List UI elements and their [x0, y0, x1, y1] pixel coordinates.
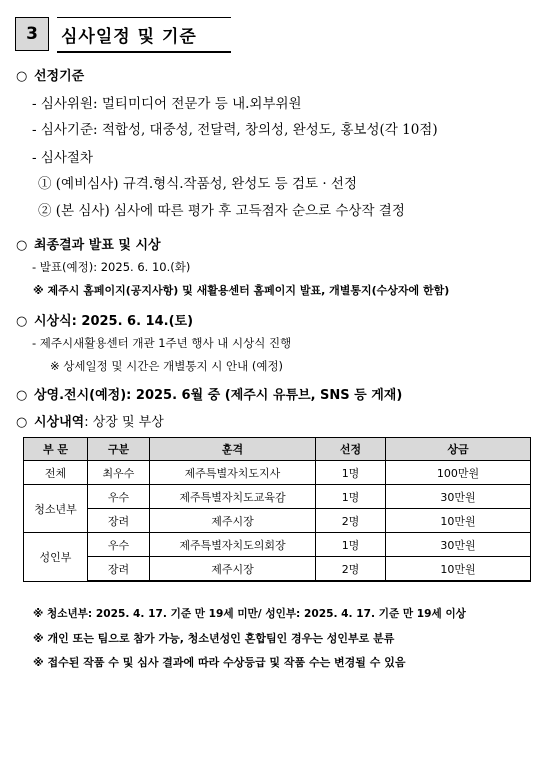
result-heading: 최종결과 발표 및 시상	[34, 238, 161, 253]
awards-note: ※ 개인 또는 팀으로 참가 가능, 청소년성인 혼합팀인 경우는 성인부로 분류	[33, 632, 395, 645]
table-row	[24, 557, 531, 582]
awards-note: ※ 청소년부: 2025. 4. 17. 기준 만 19세 미만/ 성인부: 2025. 4. 17. 기준 만 19세 이상	[33, 608, 466, 620]
awards-heading-row	[16, 411, 164, 430]
screening-heading-row	[16, 384, 402, 403]
circle-bullet-icon: ○	[16, 388, 28, 403]
cell-count: 1명	[316, 533, 386, 557]
selection-step2: ② (본 심사) 심사에 따른 평가 후 고득점자 순으로 수상작 결정	[38, 203, 405, 219]
cell-type: 최우수	[88, 461, 150, 485]
col-header: 부 문	[24, 438, 88, 461]
selection-heading-row	[16, 65, 84, 84]
ceremony-line: - 제주시새활용센터 개관 1주년 행사 내 시상식 진행	[32, 336, 292, 350]
col-header: 상금	[386, 438, 531, 461]
cell-count: 2명	[316, 557, 386, 582]
circle-bullet-icon: ○	[16, 238, 28, 253]
cell-prize: 30만원	[386, 533, 531, 557]
cell-honor: 제주특별자치도의회장	[150, 533, 316, 557]
cell-category: 청소년부	[24, 485, 88, 533]
cell-type: 우수	[88, 533, 150, 557]
section-number: 3	[15, 17, 49, 51]
table-row	[24, 461, 531, 485]
cell-category: 성인부	[24, 533, 88, 582]
awards-heading-rest: : 상장 및 부상	[84, 415, 164, 430]
table-row	[24, 509, 531, 533]
table-header-row	[24, 438, 531, 461]
cell-honor: 제주시장	[150, 509, 316, 533]
cell-honor: 제주특별자치도교육감	[150, 485, 316, 509]
awards-table	[23, 437, 531, 582]
selection-heading: 선정기준	[34, 69, 85, 84]
cell-honor: 제주특별자치도지사	[150, 461, 316, 485]
table-row	[24, 485, 531, 509]
circle-bullet-icon: ○	[16, 415, 28, 430]
cell-type: 장려	[88, 557, 150, 582]
col-header: 구분	[88, 438, 150, 461]
selection-step1: ① (예비심사) 규격.형식.작품성, 완성도 등 검토 · 선정	[38, 176, 358, 192]
cell-category: 전체	[24, 461, 88, 485]
cell-prize: 10만원	[386, 557, 531, 582]
col-header: 선정	[316, 438, 386, 461]
selection-procedure-title: - 심사절차	[32, 150, 94, 166]
ceremony-heading: 시상식: 2025. 6. 14.(토)	[34, 314, 194, 329]
result-note: ※ 제주시 홈페이지(공지사항) 및 새활용센터 홈페이지 발표, 개별통지(수상자에 한함)	[33, 284, 450, 297]
circle-bullet-icon: ○	[16, 314, 28, 329]
cell-prize: 30만원	[386, 485, 531, 509]
col-header: 훈격	[150, 438, 316, 461]
cell-type: 장려	[88, 509, 150, 533]
screening-heading: 상영.전시(예정): 2025. 6월 중 (제주시 유튜브, SNS 등 게재)	[34, 388, 403, 403]
awards-note: ※ 접수된 작품 수 및 심사 결과에 따라 수상등급 및 작품 수는 변경될 수 있음	[33, 656, 406, 669]
circle-bullet-icon: ○	[16, 69, 28, 84]
section-title-box	[57, 17, 231, 53]
ceremony-heading-row	[16, 310, 193, 329]
result-heading-row	[16, 234, 161, 253]
cell-count: 1명	[316, 461, 386, 485]
cell-type: 우수	[88, 485, 150, 509]
cell-honor: 제주시장	[150, 557, 316, 582]
table-row	[24, 533, 531, 557]
selection-judges: - 심사위원: 멀티미디어 전문가 등 내.외부위원	[32, 96, 302, 112]
awards-heading: 시상내역	[34, 415, 85, 430]
selection-criteria: - 심사기준: 적합성, 대중성, 전달력, 창의성, 완성도, 홍보성(각 10점)	[32, 122, 438, 138]
cell-count: 2명	[316, 509, 386, 533]
cell-prize: 100만원	[386, 461, 531, 485]
cell-count: 1명	[316, 485, 386, 509]
ceremony-note: ※ 상세일정 및 시간은 개별통지 시 안내 (예정)	[50, 359, 284, 373]
cell-prize: 10만원	[386, 509, 531, 533]
result-date: - 발표(예정): 2025. 6. 10.(화)	[32, 260, 191, 274]
section-header	[15, 17, 231, 53]
section-title: 심사일정 및 기준	[61, 27, 197, 47]
